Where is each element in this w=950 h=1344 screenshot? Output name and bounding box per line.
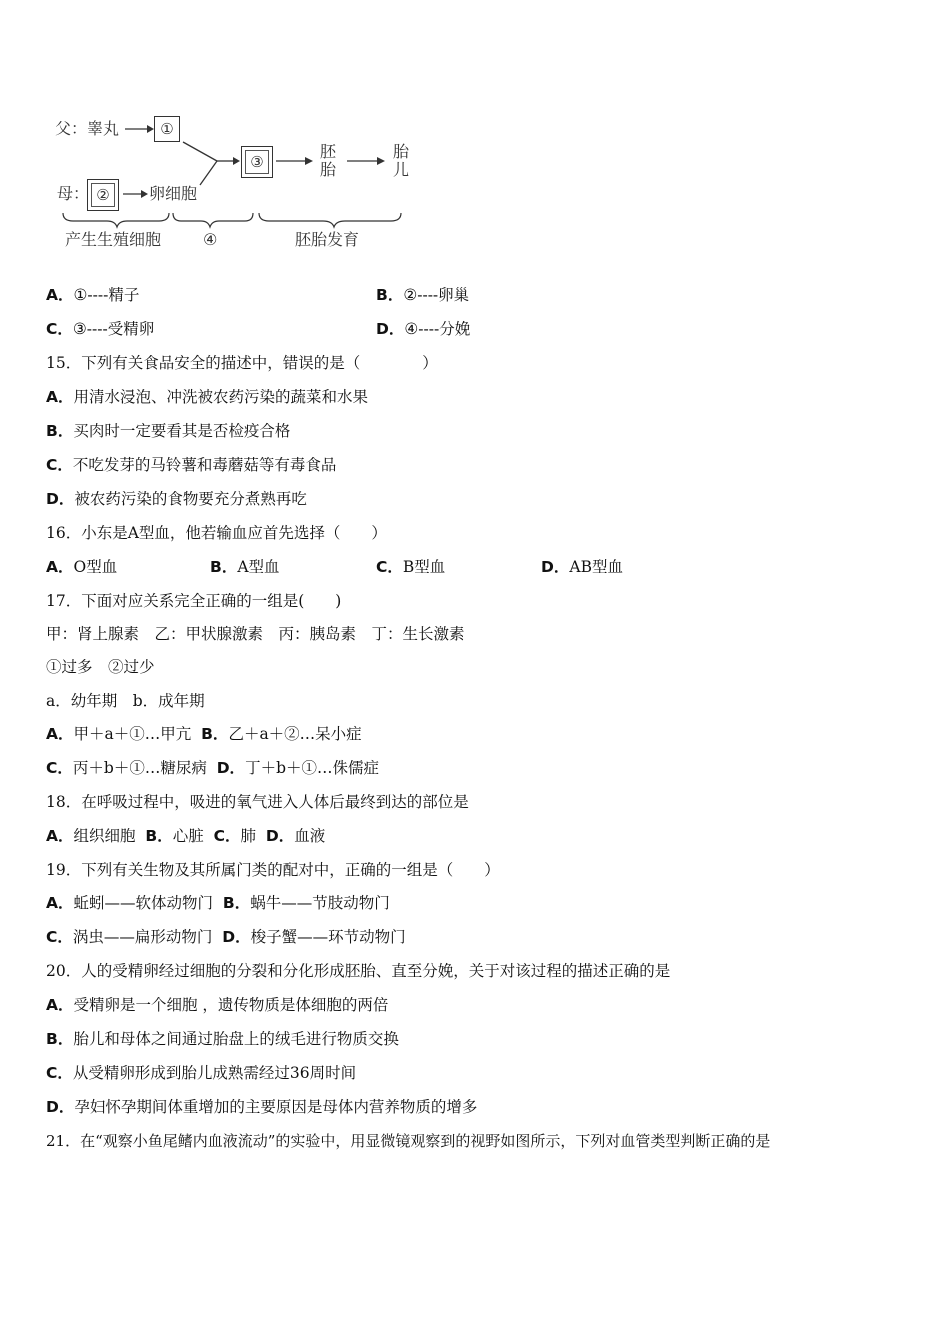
stage-1-label: 产生生殖细胞 [65,230,162,249]
stage-3-label: 胚胎发育 [295,230,360,249]
q17-stem: 17．下面对应关系完全正确的一组是( ) [46,592,342,610]
q17-options-ab: A．甲＋a＋①…甲亢 B．乙＋a＋②…呆小症 [46,725,362,743]
q20-option-c: C．从受精卵形成到胎儿成熟需经过36周时间 [46,1064,357,1082]
q19-stem: 19．下列有关生物及其所属门类的配对中，正确的一组是（ ） [46,861,500,879]
q19-options-cd: C．涡虫——扁形动物门 D．梭子蟹——环节动物门 [46,928,406,946]
q17-hormones: 甲：肾上腺素 乙：甲状腺激素 丙：胰岛素 丁：生长激素 [46,625,465,643]
q15-option-a: A．用清水浸泡、冲洗被农药污染的蔬菜和水果 [46,388,369,406]
father-label: 父：睾丸 [55,119,120,138]
q20-option-a: A．受精卵是一个细胞 ，遗传物质是体细胞的两倍 [46,996,389,1014]
embryo-char-2: 胎 [320,160,337,179]
q16-option-a: A．O型血 [46,558,118,576]
q16-option-d: D．AB型血 [541,558,623,576]
stage-2-label: ④ [203,230,218,249]
q14-option-c: C．③----受精卵 [46,320,155,338]
box-1-label: ① [160,120,174,138]
fetus-char-2: 儿 [393,160,410,179]
q17-amounts: ①过多 ②过少 [46,658,155,676]
q20-stem: 20．人的受精卵经过细胞的分裂和分化形成胚胎、直至分娩，关于对该过程的描述正确的是 [46,962,671,980]
q14-option-b: B．②----卵巢 [376,286,470,304]
q17-periods: a．幼年期 b．成年期 [46,692,205,710]
embryo-char-1: 胚 [320,142,337,161]
q15-option-c: C．不吃发芽的马铃薯和毒蘑菇等有毒食品 [46,456,337,474]
q15-option-d: D．被农药污染的食物要充分煮熟再吃 [46,490,307,508]
q14-option-a: A．①----精子 [46,286,140,304]
fetus-char-1: 胎 [393,142,410,161]
q18-stem: 18．在呼吸过程中，吸进的氧气进入人体后最终到达的部位是 [46,793,469,811]
q17-options-cd: C．丙＋b＋①…糖尿病 D．丁＋b＋①…侏儒症 [46,759,379,777]
box-1 [154,116,180,142]
q20-option-d: D．孕妇怀孕期间体重增加的主要原因是母体内营养物质的增多 [46,1098,478,1116]
box-2-label: ② [91,183,115,207]
egg-cell-label: 卵细胞 [149,184,198,203]
q21-stem: 21．在“观察小鱼尾鳍内血液流动”的实验中，用显微镜观察到的视野如图所示，下列对血管类型判断正确的是 [46,1132,771,1150]
box-3-label: ③ [245,150,269,174]
reproduction-diagram [55,105,435,260]
q20-option-b: B．胎儿和母体之间通过胎盘上的绒毛进行物质交换 [46,1030,399,1048]
q16-stem: 16．小东是A型血，他若输血应首先选择（ ） [46,524,387,542]
q15-stem: 15．下列有关食品安全的描述中，错误的是（ ） [46,354,438,372]
mother-label: 母： [57,184,90,203]
q16-option-c: C．B型血 [376,558,446,576]
q15-option-b: B．买肉时一定要看其是否检疫合格 [46,422,291,440]
box-2 [87,179,119,211]
q14-option-d: D．④----分娩 [376,320,471,338]
q16-option-b: B．A型血 [210,558,280,576]
box-3 [241,146,273,178]
q18-options: A．组织细胞 B．心脏 C．肺 D．血液 [46,827,326,845]
q19-options-ab: A．蚯蚓——软体动物门 B．蜗牛——节肢动物门 [46,894,390,912]
